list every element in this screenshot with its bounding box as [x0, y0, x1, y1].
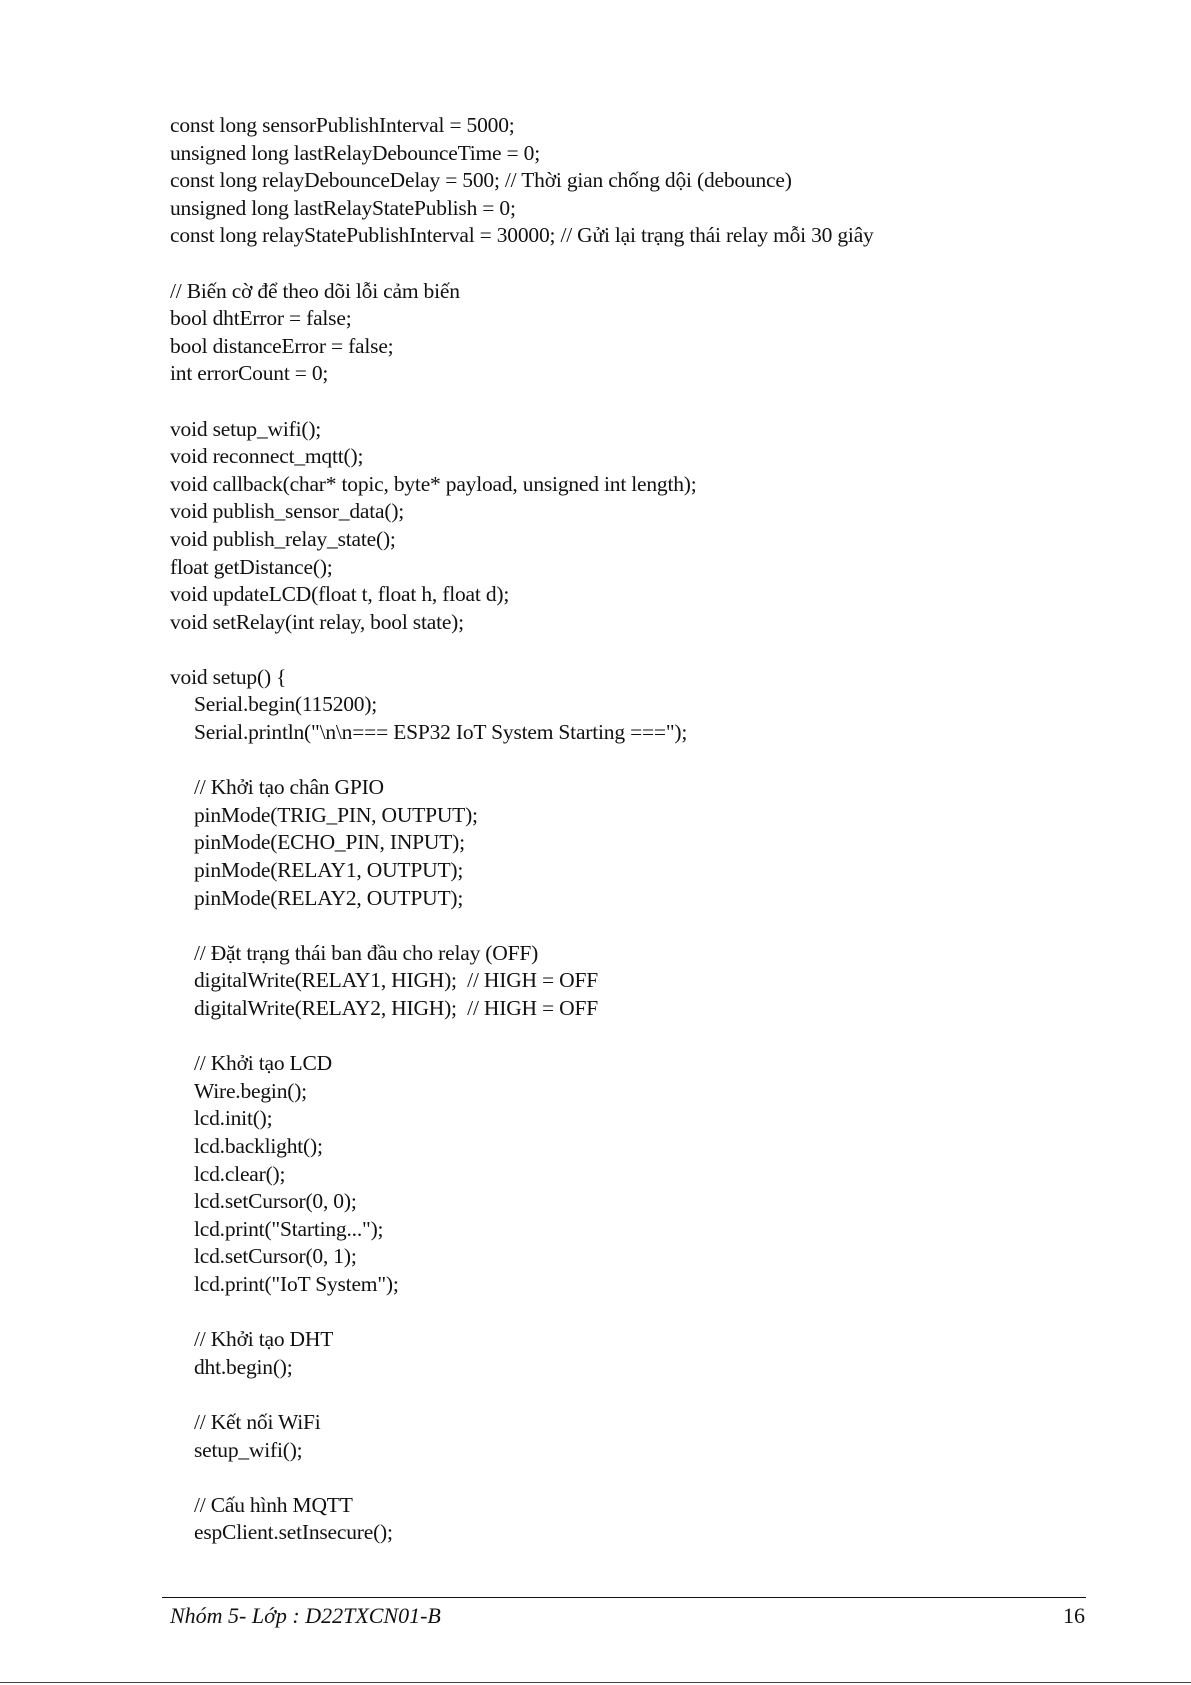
code-line: int errorCount = 0;: [170, 361, 329, 386]
code-line: void setup_wifi();: [170, 416, 322, 441]
blank-line: [170, 1299, 1090, 1327]
code-line: bool distanceError = false;: [170, 333, 394, 358]
code-line: lcd.print("Starting...");: [194, 1216, 384, 1241]
code-comment-line: // Khởi tạo DHT: [194, 1327, 334, 1352]
code-line: void setup() {: [170, 664, 287, 689]
footer-divider: [162, 1597, 1086, 1598]
footer-group-class: Nhóm 5- Lớp : D22TXCN01-B: [170, 1603, 441, 1628]
code-listing: [170, 112, 1090, 1547]
code-comment-line: // Đặt trạng thái ban đầu cho relay (OFF): [194, 940, 539, 965]
code-line: pinMode(RELAY2, OUTPUT);: [194, 885, 464, 910]
code-line: const long sensorPublishInterval = 5000;: [170, 113, 515, 137]
code-line: Wire.begin();: [194, 1078, 307, 1103]
code-comment-line: // Khởi tạo LCD: [194, 1051, 332, 1076]
code-line: lcd.setCursor(0, 0);: [194, 1189, 357, 1214]
code-line: Serial.println("\n\n=== ESP32 IoT System Starting ===");: [194, 720, 688, 745]
code-line: pinMode(RELAY1, OUTPUT);: [194, 858, 464, 883]
code-line: Serial.begin(115200);: [194, 692, 378, 717]
page-number: 16: [1063, 1603, 1085, 1628]
code-line: bool dhtError = false;: [170, 306, 352, 331]
code-line: espClient.setInsecure();: [194, 1520, 393, 1545]
code-line: lcd.clear();: [194, 1161, 286, 1186]
code-line: lcd.print("IoT System");: [194, 1271, 399, 1296]
blank-line: [170, 388, 1090, 416]
code-line: pinMode(TRIG_PIN, OUTPUT);: [194, 802, 478, 827]
blank-line: [170, 250, 1090, 278]
code-line: digitalWrite(RELAY1, HIGH); // HIGH = OFF: [194, 968, 598, 993]
code-line: setup_wifi();: [194, 1437, 303, 1462]
code-line: unsigned long lastRelayDebounceTime = 0;: [170, 140, 540, 165]
code-line: void publish_sensor_data();: [170, 499, 405, 524]
code-line: lcd.backlight();: [194, 1133, 323, 1158]
page-bottom-edge: [0, 1682, 1191, 1683]
blank-line: [170, 747, 1090, 775]
code-line: dht.begin();: [194, 1354, 293, 1379]
code-line: void callback(char* topic, byte* payload, unsigned int length);: [170, 471, 697, 496]
code-line: void setRelay(int relay, bool state);: [170, 609, 464, 634]
code-line: const long relayDebounceDelay = 500; // Thời gian chống dội (debounce): [170, 168, 792, 193]
code-line: pinMode(ECHO_PIN, INPUT);: [194, 830, 465, 855]
code-line: void updateLCD(float t, float h, float d);: [170, 582, 510, 607]
blank-line: [170, 1464, 1090, 1492]
code-line: unsigned long lastRelayStatePublish = 0;: [170, 195, 516, 220]
code-line: const long relayStatePublishInterval = 30000; // Gửi lại trạng thái relay mỗi 30 giây: [170, 223, 874, 248]
code-line: float getDistance();: [170, 554, 333, 579]
code-comment-line: // Khởi tạo chân GPIO: [194, 775, 384, 800]
code-line: void publish_relay_state();: [170, 526, 396, 551]
code-comment-line: // Biến cờ để theo dõi lỗi cảm biến: [170, 278, 460, 303]
blank-line: [170, 912, 1090, 940]
code-comment-line: // Cấu hình MQTT: [194, 1492, 353, 1517]
code-line: digitalWrite(RELAY2, HIGH); // HIGH = OFF: [194, 996, 598, 1020]
code-line: lcd.setCursor(0, 1);: [194, 1244, 357, 1269]
blank-line: [170, 1023, 1090, 1051]
code-line: void reconnect_mqtt();: [170, 444, 364, 469]
blank-line: [170, 636, 1090, 664]
code-line: lcd.init();: [194, 1106, 273, 1131]
blank-line: [170, 1381, 1090, 1409]
code-comment-line: // Kết nối WiFi: [194, 1409, 321, 1434]
